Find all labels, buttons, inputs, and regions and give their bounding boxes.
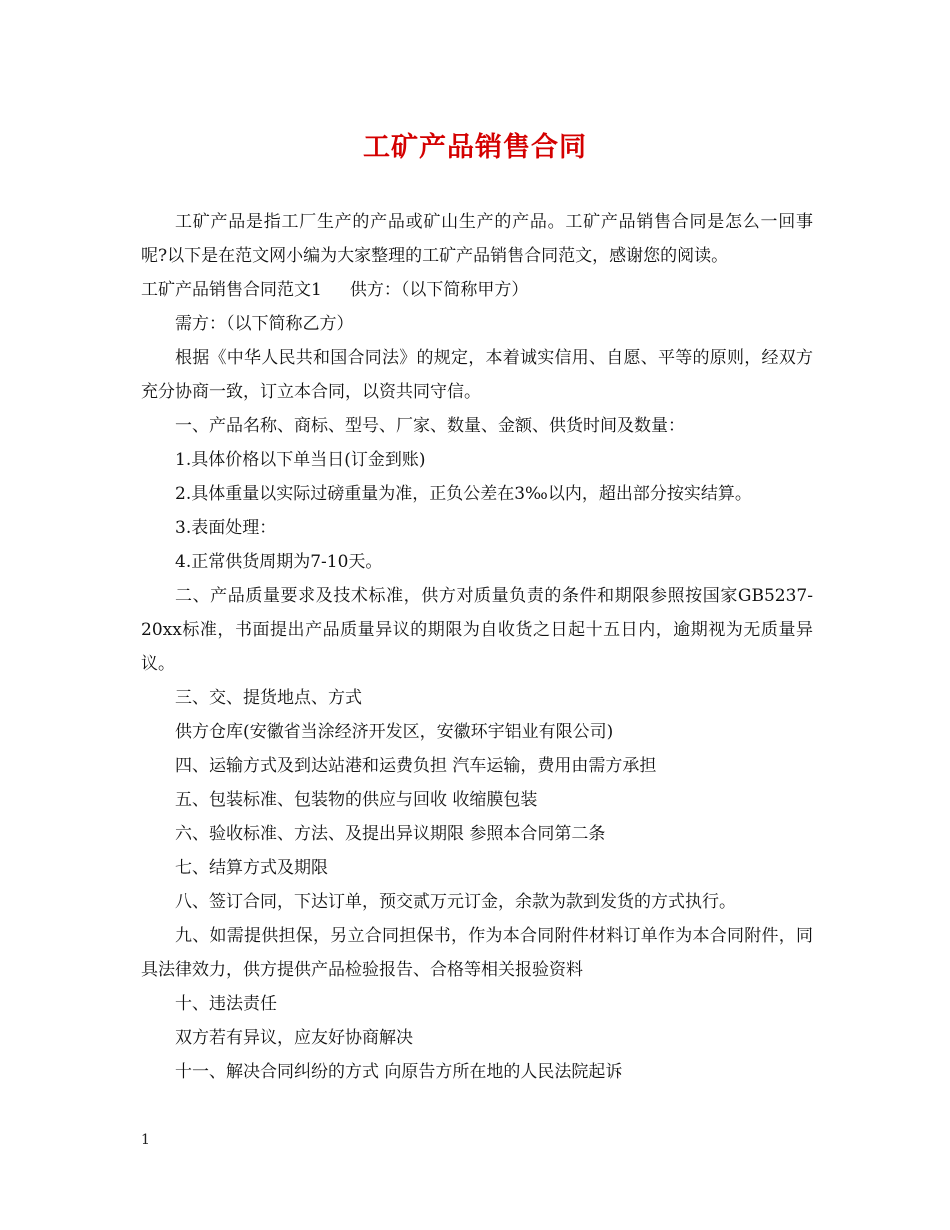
clause-1: 一、产品名称、商标、型号、厂家、数量、金额、供货时间及数量： (175, 416, 685, 436)
clause-5: 五、包装标准、包装物的供应与回收 收缩膜包装 (175, 790, 538, 810)
clause-2: 二、产品质量要求及技术标准，供方对质量负责的条件和期限参照按国家GB5237-20xx标准，书面提出产品质量异议的期限为自收货之日起十五日内，逾期视为无质量异议。 (141, 586, 813, 674)
clause-1-item-4: 4.正常供货周期为7-10天。 (175, 552, 383, 572)
sample-heading-line (141, 273, 813, 307)
clause-1-item-2: 2.具体重量以实际过磅重量为准，正负公差在3‰以内，超出部分按实结算。 (175, 484, 752, 504)
document-title: 工矿产品销售合同 (363, 132, 587, 163)
buyer-line: 需方：（以下简称乙方） (175, 314, 354, 334)
clause-1-item-1: 1.具体价格以下单当日(订金到账) (175, 450, 426, 470)
clause-10: 十、违法责任 (175, 994, 277, 1014)
supplier-line: 供方：（以下简称甲方） (349, 280, 529, 300)
clause-11: 十一、解决合同纠纷的方式 向原告方所在地的人民法院起诉 (175, 1062, 623, 1082)
page-number: 1 (141, 1132, 150, 1148)
clause-6: 六、验收标准、方法、及提出异议期限 参照本合同第二条 (175, 824, 606, 844)
intro-paragraph (141, 205, 813, 273)
clause-8: 八、签订合同，下达订单，预交贰万元订金，余款为款到发货的方式执行。 (175, 892, 736, 912)
intro-text: 工矿产品是指工厂生产的产品或矿山生产的产品。工矿产品销售合同是怎么一回事呢?以下是在范文网小编为大家整理的工矿产品销售合同范文，感谢您的阅读。 (141, 212, 813, 266)
clause-9: 九、如需提供担保，另立合同担保书，作为本合同附件材料订单作为本合同附件，同具法律效力，供方提供产品检验报告、合格等相关报验资料 (141, 926, 813, 980)
clause-1-item-3: 3.表面处理： (175, 518, 277, 538)
clause-7: 七、结算方式及期限 (175, 858, 328, 878)
clause-4: 四、运输方式及到达站港和运费负担 汽车运输，费用由需方承担 (175, 756, 657, 776)
sample-heading: 工矿产品销售合同范文1 (141, 280, 322, 300)
clause-10-detail: 双方若有异议，应友好协商解决 (175, 1028, 413, 1048)
basis-paragraph: 根据《中华人民共和国合同法》的规定，本着诚实信用、自愿、平等的原则，经双方充分协商一致，订立本合同，以资共同守信。 (141, 348, 813, 402)
document-body (141, 205, 813, 1089)
clause-3-detail: 供方仓库(安徽省当涂经济开发区，安徽环宇铝业有限公司) (175, 722, 614, 742)
clause-3: 三、交、提货地点、方式 (175, 688, 362, 708)
